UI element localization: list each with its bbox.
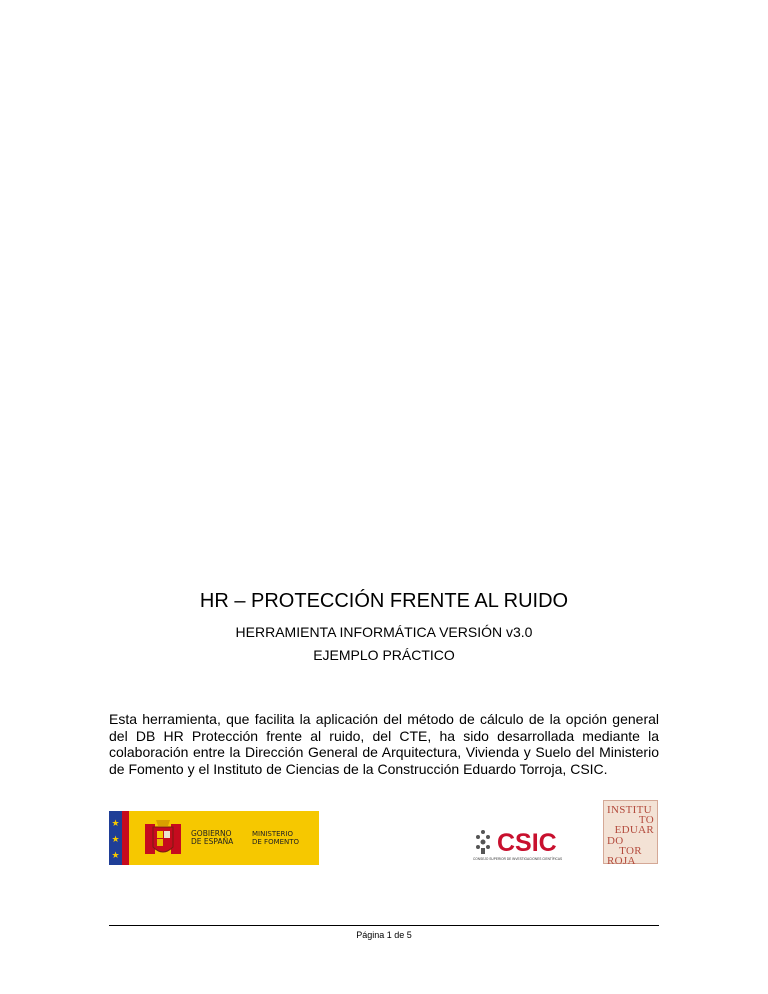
svg-text:DE FOMENTO: DE FOMENTO [252, 838, 300, 846]
svg-text:CONSEJO SUPERIOR DE INVESTIGAC: CONSEJO SUPERIOR DE INVESTIGACIONES CIENTÍFICAS [473, 857, 563, 861]
body-paragraph: Esta herramienta, que facilita la aplicación del método de cálculo de la opción general del DB HR Protección frente al ruido, del CTE, ha sido desarrollada mediante la colaboración entre la Dirección General de Arquitectura, Vivienda y Suelo del Ministerio de Fomento y el Instituto de Ciencias de la Construcción Eduardo Torroja, CSIC. [109, 711, 659, 777]
ietcc-line: INSTITU [607, 804, 652, 816]
svg-text:GOBIERNO: GOBIERNO [191, 829, 232, 838]
document-subtitle: HERRAMIENTA INFORMÁTICA VERSIÓN v3.0 [235, 624, 533, 640]
svg-text:MINISTERIO: MINISTERIO [252, 830, 293, 838]
page-number: Página 1 de 5 [356, 930, 412, 940]
csic-emblem-icon [476, 830, 490, 854]
ietcc-line: EDUAR [614, 824, 654, 837]
ietcc-line: TOR [619, 844, 642, 857]
footer-divider [109, 925, 659, 926]
document-title: HR – PROTECCIÓN FRENTE AL RUIDO [199, 590, 569, 612]
coat-of-arms-icon [145, 820, 181, 854]
svg-text:★: ★ [111, 851, 120, 861]
svg-text:DE ESPAÑA: DE ESPAÑA [191, 837, 234, 846]
csic-logo [473, 826, 595, 862]
instituto-eduardo-torroja-logo [603, 800, 658, 868]
ietcc-line: TO [638, 814, 654, 827]
svg-text:★: ★ [111, 835, 120, 845]
document-subtitle-example: EJEMPLO PRÁCTICO [313, 647, 455, 663]
ietcc-line: ROJA [607, 855, 636, 868]
ietcc-line: DO [607, 834, 624, 847]
svg-text:CSIC: CSIC [497, 829, 557, 857]
gobierno-espana-logo [109, 811, 319, 865]
svg-text:★: ★ [111, 819, 120, 829]
